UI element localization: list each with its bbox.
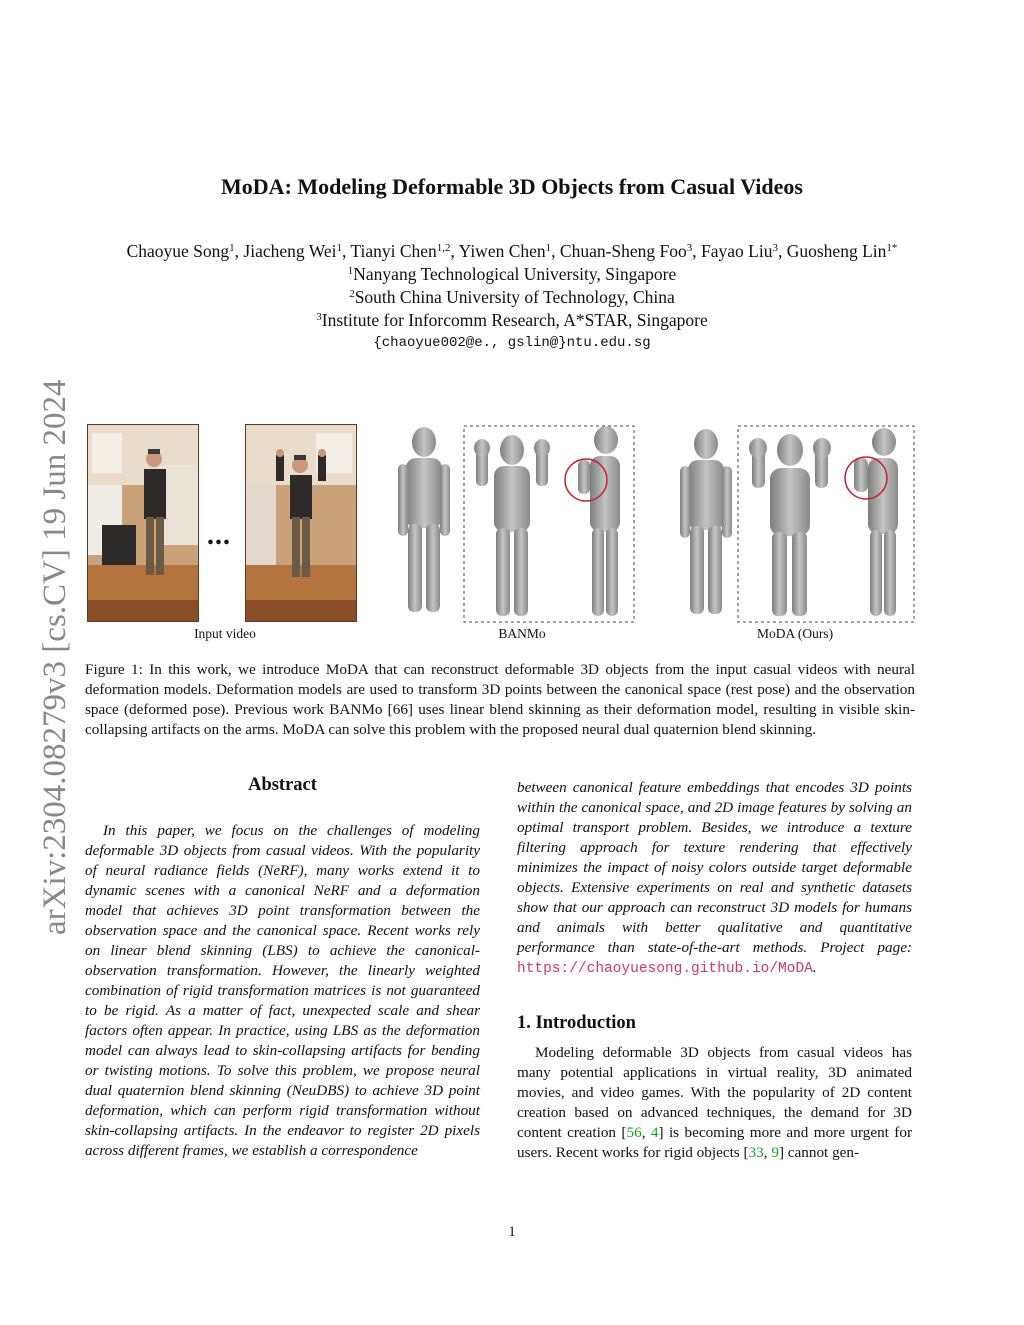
author: Jiacheng Wei bbox=[243, 241, 337, 261]
banmo-renders bbox=[380, 420, 640, 630]
citation-separator: , bbox=[641, 1124, 651, 1141]
affiliation-name: Nanyang Technological University, Singapore bbox=[353, 264, 677, 284]
banmo-deformed-side bbox=[578, 426, 620, 616]
page-number: 1 bbox=[508, 1224, 516, 1240]
contact-email: {chaoyue002@e., gslin@}ntu.edu.sg bbox=[373, 335, 651, 351]
arxiv-id-text: arXiv:2304.08279v3 [cs.CV] 19 Jun 2024 bbox=[37, 379, 73, 935]
abstract-heading: Abstract bbox=[248, 775, 317, 795]
input-video-frame-2 bbox=[245, 424, 357, 622]
author: Guosheng Lin bbox=[786, 241, 887, 261]
author-aff: 1 bbox=[336, 242, 342, 254]
abstract-end: . bbox=[812, 959, 817, 976]
affiliation bbox=[0, 286, 1024, 309]
intro-text-part: ] is becoming more and more urgent for users. Recent works for rigid objects [ bbox=[517, 1124, 913, 1161]
author-block bbox=[0, 240, 1024, 355]
author-aff: 1* bbox=[886, 242, 898, 254]
left-column bbox=[85, 775, 480, 1161]
right-column bbox=[517, 778, 912, 1163]
banmo-deformed-front bbox=[474, 435, 550, 616]
introduction-text bbox=[517, 1043, 912, 1163]
abstract-continuation bbox=[517, 778, 912, 979]
moda-deformed-side bbox=[854, 428, 898, 616]
abstract-text: In this paper, we focus on the challenges of modeling deformable 3D objects from casual videos. With the popularity of neural radiance fields (NeRF), many works extend it to dynamic scenes with a canonical NeRF and a deformation model that achieves 3D point transformation between the observation space and the canonical space. Recent works rely on linear blend skinning (LBS) to achieve the canonical-observation transformation. However, the linearly weighted combination of rigid transformation matrices is not guaranteed to be rigid. As a matter of fact, unexpected scale and shear factors often appear. In practice, using LBS as the deformation model can always lead to skin-collapsing artifacts for bending or twisting motions. To solve this problem, we propose neural dual quaternion blend skinning (NeuDBS) to achieve 3D point deformation, which can perform rigid transformation without skin-collapsing artifacts. In the endeavor to register 2D pixels across different frames, we establish a correspondence bbox=[85, 822, 480, 1159]
intro-text-part: ] cannot gen- bbox=[778, 1144, 860, 1161]
affiliation-num: 2 bbox=[349, 288, 355, 300]
author: Yiwen Chen bbox=[458, 241, 546, 261]
moda-rest-pose bbox=[680, 429, 732, 614]
author-aff: 1,2 bbox=[436, 242, 451, 254]
figure-1 bbox=[80, 420, 930, 650]
moda-deformed-front bbox=[749, 434, 831, 616]
affiliation-name: South China University of Technology, China bbox=[354, 287, 675, 307]
arxiv-identifier bbox=[20, 355, 80, 945]
affiliation-name: Institute for Inforcomm Research, A*STAR, Singapore bbox=[321, 310, 708, 330]
author: Fayao Liu bbox=[701, 241, 773, 261]
author-aff: 1 bbox=[229, 242, 235, 254]
affiliation bbox=[0, 263, 1024, 286]
banmo-rest-pose bbox=[398, 427, 450, 612]
intro-text-part: Modeling deformable 3D objects from casual videos has many potential applications in virtual reality, 3D animated movies, and video games. With the popularity of 2D content creation based on advanced techniques, the demand for 3D content creation [ bbox=[517, 1044, 912, 1141]
citation-link[interactable]: 33 bbox=[748, 1144, 764, 1161]
citation-link[interactable]: 9 bbox=[771, 1144, 779, 1161]
label-input-video: Input video bbox=[194, 626, 256, 641]
author: Chuan-Sheng Foo bbox=[559, 241, 687, 261]
affiliation bbox=[0, 309, 1024, 332]
figure-caption: Figure 1: In this work, we introduce MoDA that can reconstruct deformable 3D objects from the input casual videos with neural deformation models. Deformation models are used to transform 3D points between the canonical space (rest pose) and the observation space (deformed pose). Previous work BANMo [66] uses linear blend skinning as their deformation model, resulting in visible skin-collapsing artifacts on the arms. MoDA can solve this problem with the proposed neural dual quaternion blend skinning. bbox=[85, 661, 915, 738]
author-aff: 1 bbox=[545, 242, 552, 254]
paper-title: MoDA: Modeling Deformable 3D Objects from Casual Videos bbox=[221, 174, 803, 199]
author-aff: 3 bbox=[772, 242, 778, 254]
label-moda: MoDA (Ours) bbox=[756, 626, 834, 641]
input-video-frame-1 bbox=[87, 424, 199, 622]
abstract-continuation-text: between canonical feature embeddings that encodes 3D points within the canonical space, and 2D image features by solving an optimal transport problem. Besides, we introduce a texture filtering approach for texture rendering that effectively minimizes the impact of noisy colors outside target deformable objects. Extensive experiments on real and synthetic datasets show that our approach can reconstruct 3D models for humans and animals with better qualitative and quantitative performance than state-of-the-art methods. Project page: bbox=[517, 779, 912, 956]
project-page-link[interactable]: https://chaoyuesong.github.io/MoDA bbox=[517, 961, 813, 977]
author: Tianyi Chen bbox=[350, 241, 437, 261]
citation-link[interactable]: 56 bbox=[626, 1124, 642, 1141]
affiliation-num: 3 bbox=[316, 311, 322, 323]
citation-link[interactable]: 4 bbox=[650, 1124, 659, 1141]
author: Chaoyue Song bbox=[126, 241, 230, 261]
author-aff: 3 bbox=[686, 242, 693, 254]
affiliation-num: 1 bbox=[347, 265, 354, 277]
introduction-heading: 1. Introduction bbox=[517, 1013, 636, 1033]
frames-ellipsis: ... bbox=[207, 520, 231, 551]
author-list: Chaoyue Song$^1$, Jiacheng Wei$^1$, Tianyi Chen$^{1,2}$, Yiwen Chen$^1$, Chuan-Sheng Foo$^3$, Fayao Liu$^3$, Guosheng Lin$^{1*}$ bbox=[126, 241, 898, 261]
moda-renders bbox=[662, 420, 922, 630]
label-banmo: BANMo bbox=[498, 626, 546, 641]
citation-separator: , bbox=[763, 1144, 772, 1161]
